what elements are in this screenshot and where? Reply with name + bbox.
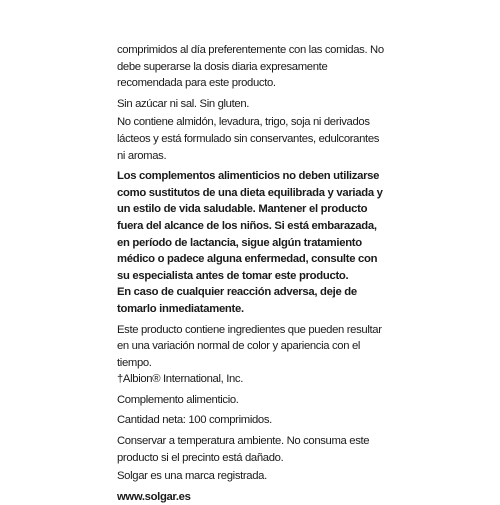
usage-instructions: comprimidos al día preferentemente con las comidas. No debe superarse la dosis diaria expresamente recomendada para este producto.	[117, 44, 384, 90]
net-quantity: Cantidad neta: 100 comprimidos.	[117, 414, 272, 427]
product-label-text	[117, 42, 389, 505]
registered-trademark: Solgar es una marca registrada.	[117, 470, 267, 483]
free-of-statement: Sin azúcar ni sal. Sin gluten.	[117, 97, 250, 110]
website-url: www.solgar.es	[117, 490, 191, 503]
adverse-reaction-text: En caso de cualquier reacción adversa, deje de tomarlo inmediatamente.	[117, 286, 357, 315]
warning-text: Los complementos alimenticios no deben utilizarse como sustitutos de una dieta equilibrada y variada y un estilo de vida saludable. Mantener el producto fuera del alcance de los niños. Si está embarazada, en período de lactancia, sigue algún tratamiento médico o padece alguna enfermedad, consulte con su especialista antes de tomar este producto.	[117, 170, 383, 282]
storage-instructions: Conservar a temperatura ambiente. No consuma este producto si el precinto está dañado.	[117, 435, 370, 464]
allergen-statement: No contiene almidón, levadura, trigo, soja ni derivados lácteos y está formulado sin conservantes, edulcorantes ni aromas.	[117, 116, 380, 162]
trademark-albion: †Albion® International, Inc.	[117, 373, 244, 386]
natural-variation-note: Este producto contiene ingredientes que pueden resultar en una variación normal de color y apariencia con el tiempo.	[117, 323, 382, 369]
product-category: Complemento alimenticio.	[117, 393, 239, 406]
